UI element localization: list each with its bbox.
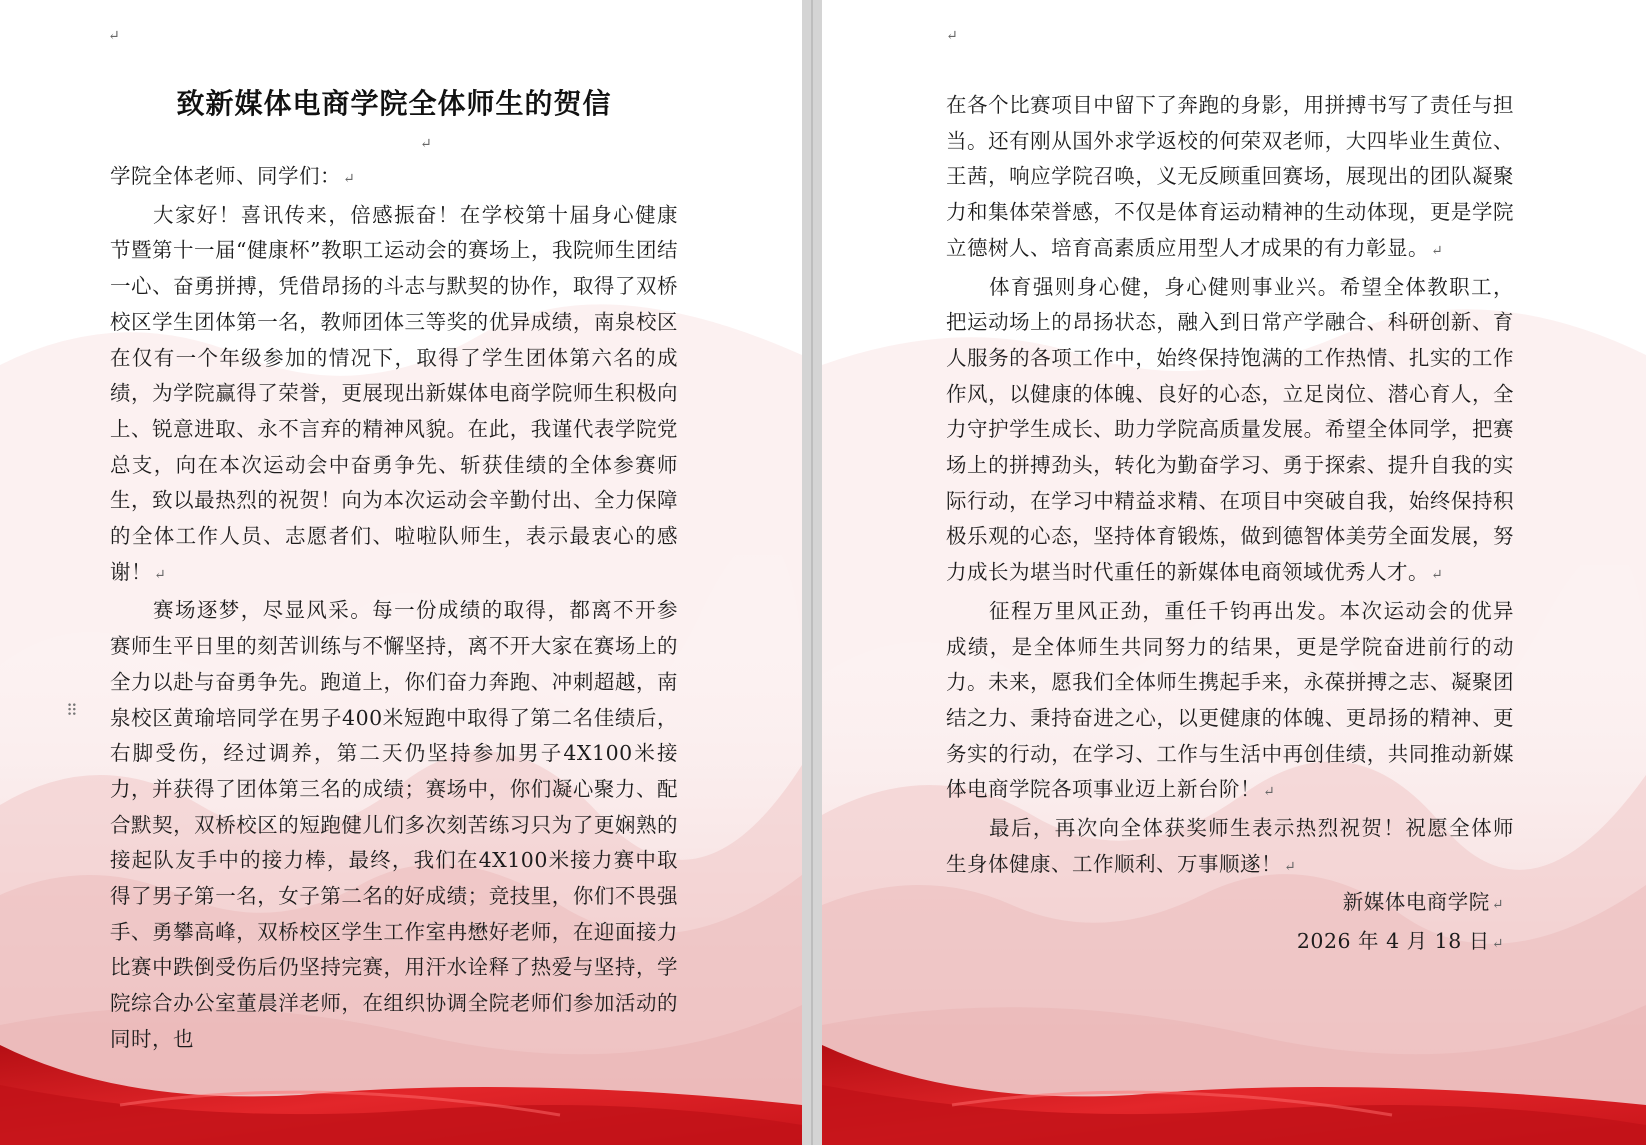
paragraph-mark-icon: ↵ [1491,936,1504,953]
paragraph-mark-icon: ↵ [420,136,432,152]
body-paragraph: 大家好！喜讯传来，倍感振奋！在学校第十届身心健康节暨第十一届“健康杯”教职工运动会的赛场上，我院师生团结一心、奋勇拼搏，凭借昂扬的斗志与默契的协作，取得了双桥校区学生团体第一名，教师团体三等奖的优异成绩，南泉校区在仅有一个年级参加的情况下，取得了学生团体第六名的成绩，为学院赢得了荣誉，更展现出新媒体电商学院师生积极向上、锐意进取、永不言弃的精神风貌。在此，我谨代表学院党总支，向在本次运动会中奋勇争先、斩获佳绩的全体参赛师生，致以最热烈的祝贺！向为本次运动会辛勤付出、全力保障的全体工作人员、志愿者们、啦啦队师生，表示最衷心的感谢！ [110,202,678,584]
body-paragraph: 在各个比赛项目中留下了奔跑的身影，用拼搏书写了责任与担当。还有刚从国外求学返校的何荣双老师，大四毕业生黄位、王茜，响应学院召唤，义无反顾重回赛场，展现出的团队凝聚力和集体荣誉感，不仅是体育运动精神的生动体现，更是学院立德树人、培育高素质应用型人才成果的有力彰显。 [946,93,1514,260]
drag-handle-icon[interactable]: ⠿ [66,701,76,720]
body-paragraph: 赛场逐梦，尽显风采。每一份成绩的取得，都离不开参赛师生平日里的刻苦训练与不懈坚持，离不开大家在赛场上的全力以赴与奋勇争先。跑道上，你们奋力奔跑、冲刺超越，南泉校区黄瑜培同学在男子400米短跑中取得了第二名佳绩后，右脚受伤，经过调养，第二天仍坚持参加男子4X100米接力，并获得了团体第三名的成绩；赛场中，你们凝心聚力、配合默契，双桥校区的短跑健儿们多次刻苦练习只为了更娴熟的接起队友手中的接力棒，最终，我们在4X100米接力赛中取得了男子第一名，女子第二名的好成绩；竞技里，你们不畏强手、勇攀高峰，双桥校区学生工作室冉懋好老师，在迎面接力比赛中跌倒受伤后仍坚持完赛，用汗水诠释了热爱与坚持，学院综合办公室董晨洋老师，在组织协调全院老师们参加活动的同时，也 [110,598,678,1051]
body-paragraph: 征程万里风正劲，重任千钧再出发。本次运动会的优异成绩，是全体师生共同努力的结果，更是学院奋进前行的动力。未来，愿我们全体师生携起手来，永葆拼搏之志、凝聚团结之力、秉持奋进之心，以更健康的体魄、更昂扬的精神、更务实的行动，在学习、工作与生活中再创佳绩，共同推动新媒体电商学院各项事业迈上新台阶！ [946,598,1514,802]
salutation: 学院全体老师、同学们： [110,164,341,188]
paragraph-mark-icon: ↵ [1491,897,1504,914]
paragraph-mark-icon: ↵ [1284,858,1297,875]
body-paragraph: 最后，再次向全体获奖师生表示热烈祝贺！祝愿全体师生身体健康、工作顺利、万事顺遂！ [946,816,1514,876]
paragraph-mark-icon: ↵ [1263,784,1276,801]
crop-mark-icon: ↵ [946,28,958,44]
document-page-1 [0,0,802,1145]
letter-date: 2026 年 4 月 18 日 [1296,929,1490,954]
paragraph-mark-icon: ↵ [343,171,356,187]
page-2-body[interactable] [946,88,1514,963]
letter-title: 致新媒体电商学院全体师生的贺信 [176,87,612,120]
page-divider [811,0,813,1145]
paragraph-mark-icon: ↵ [1431,567,1444,584]
document-page-2 [822,0,1646,1145]
body-paragraph: 体育强则身心健，身心健则事业兴。希望全体教职工，把运动场上的昂扬状态，融入到日常产学融合、科研创新、育人服务的各项工作中，始终保持饱满的工作热情、扎实的工作作风，以健康的体魄、良好的心态，立足岗位、潜心育人，全力守护学生成长、助力学院高质量发展。希望全体同学，把赛场上的拼搏劲头，转化为勤奋学习、勇于探索、提升自我的实际行动，在学习中精益求精、在项目中突破自我，始终保持积极乐观的心态，坚持体育锻炼，做到德智体美劳全面发展，努力成长为堪当时代重任的新媒体电商领域优秀人才。 [946,274,1514,585]
crop-mark-icon: ↵ [108,28,120,44]
paragraph-mark-icon: ↵ [1431,242,1444,259]
paragraph-mark-icon: ↵ [154,566,167,583]
page-1-body[interactable] [110,159,678,1058]
signature: 新媒体电商学院 [1342,890,1490,915]
